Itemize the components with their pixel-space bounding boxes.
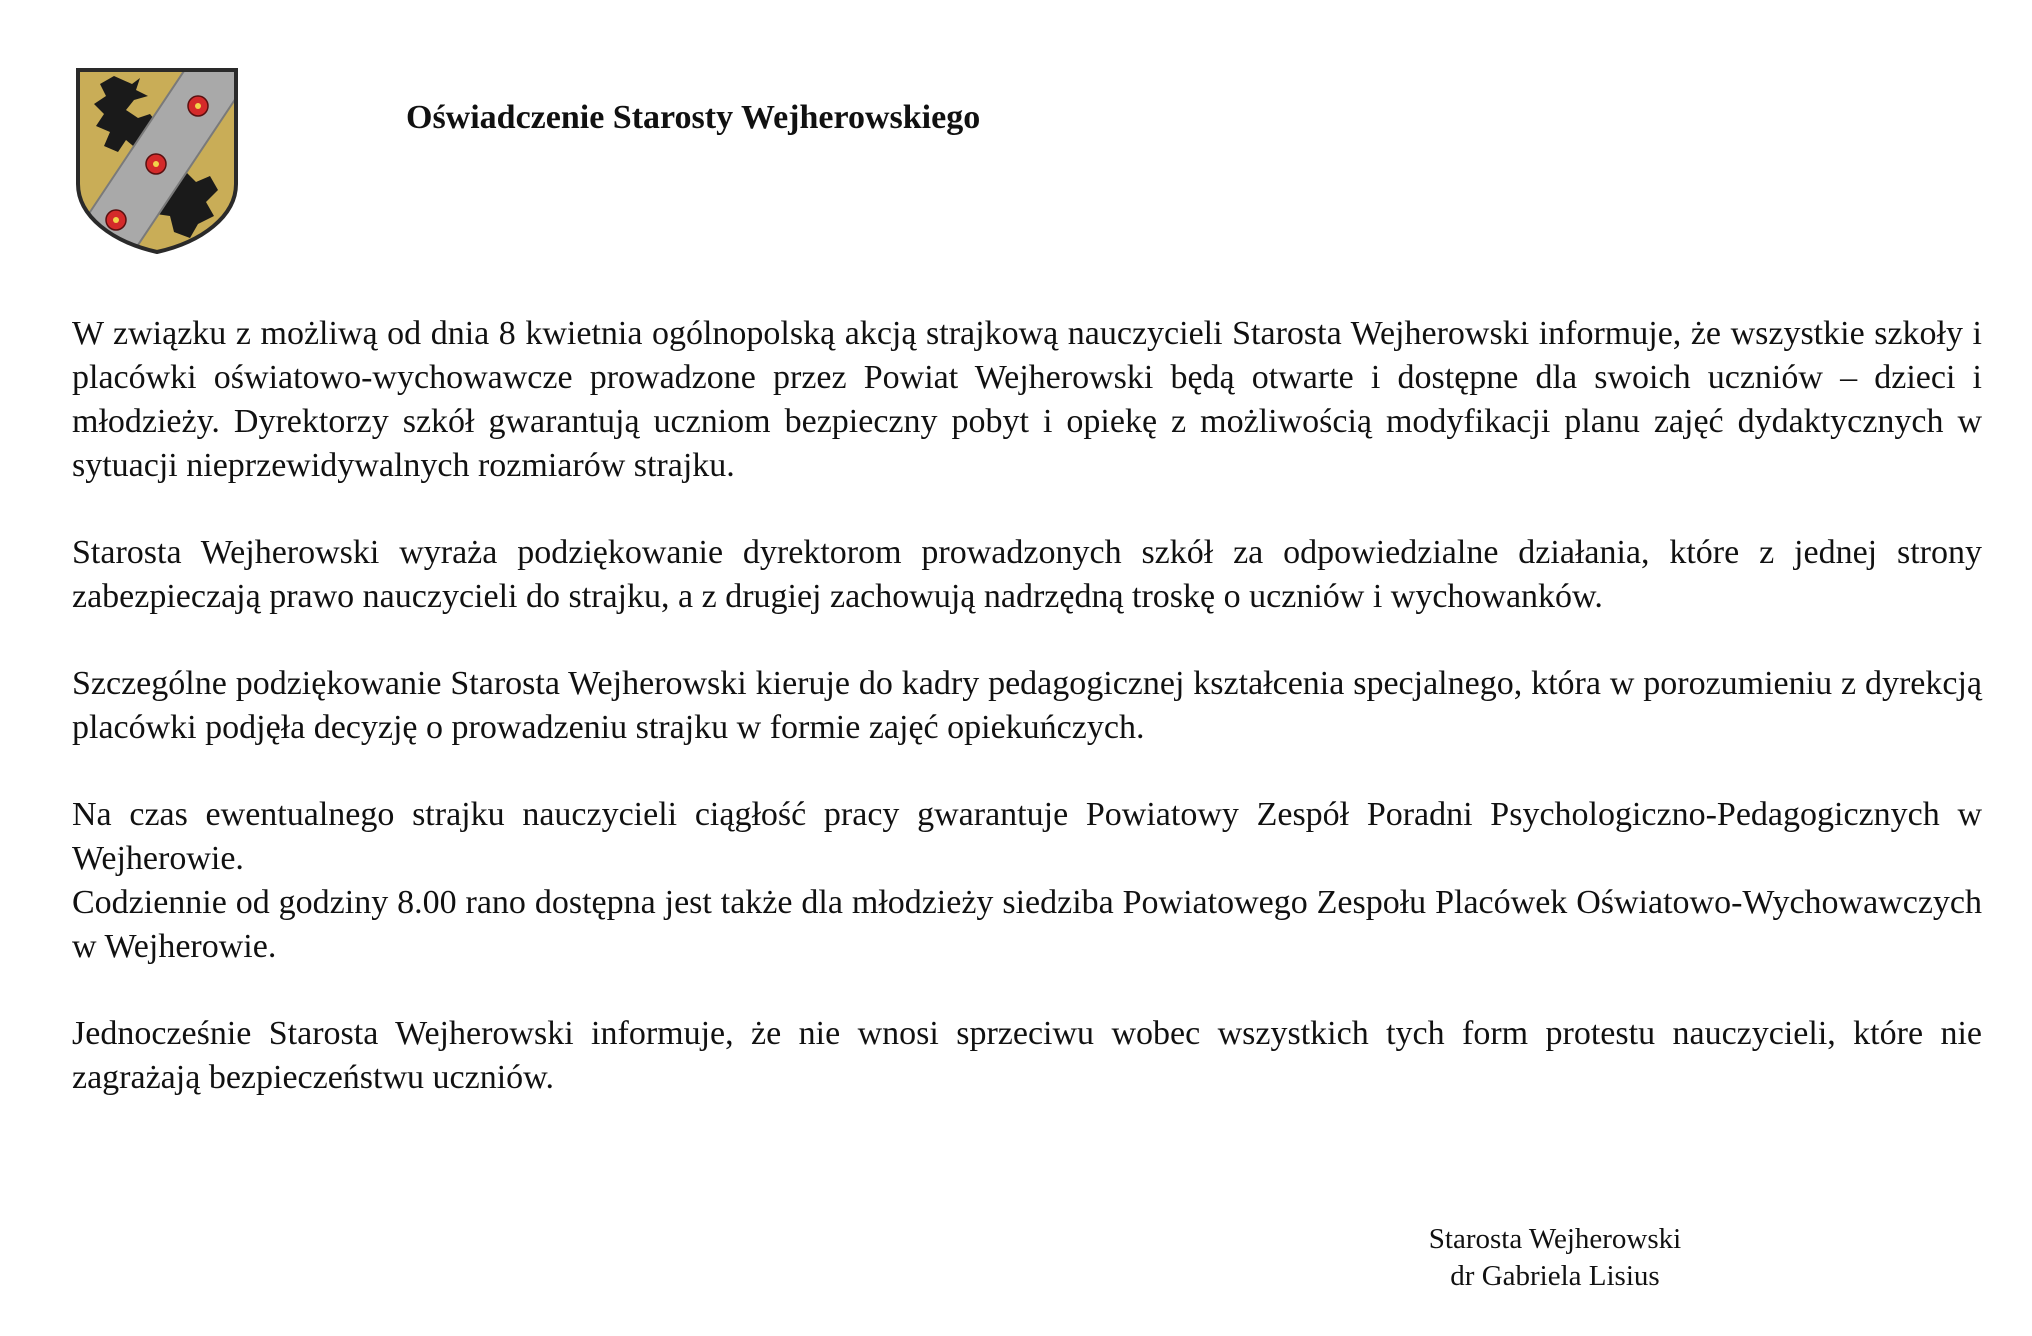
- paragraph-strike-info: W związku z możliwą od dnia 8 kwietnia ogólnopolską akcją strajkową nauczycieli Starosta Wejherowski informuje, że wszystkie szkoły i placówki oświatowo-wychowawcze prowadzone przez Powiat Wejherowski będą otwarte i dostępne dla swoich uczniów – dzieci i młodzieży. Dyrektorzy szkół gwarantują uczniom bezpieczny pobyt i opiekę z możliwością modyfikacji planu zajęć dydaktycznych w sytuacji nieprzewidywalnych rozmiarów strajku.: [72, 315, 1982, 484]
- wejherowo-county-coat-of-arms-icon: [74, 66, 240, 256]
- paragraph-protest-statement: Jednocześnie Starosta Wejherowski informuje, że nie wnosi sprzeciwu wobec wszystkich tych form protestu nauczycieli, które nie zagrażają bezpieczeństwu uczniów.: [72, 1015, 1982, 1096]
- paragraph-thanks-directors: Starosta Wejherowski wyraża podziękowanie dyrektorom prowadzonych szkół za odpowiedzialne działania, które z jednej strony zabezpieczają prawo nauczycieli do strajku, a z drugiej zachowują nadrzędną troskę o uczniów i wychowanków.: [72, 534, 1982, 615]
- paragraph-youth-facility: Codziennie od godziny 8.00 rano dostępna jest także dla młodzieży siedziba Powiatowego Zespołu Placówek Oświatowo-Wychowawczych w Wejherowie.: [72, 884, 1982, 965]
- document-body: [72, 312, 1982, 1143]
- paragraph-thanks-special-education: Szczególne podziękowanie Starosta Wejherowski kieruje do kadry pedagogicznej kształcenia specjalnego, która w porozumieniu z dyrekcją placówki podjęła decyzję o prowadzeniu strajku w formie zajęć opiekuńczych.: [72, 665, 1982, 746]
- signature-name: dr Gabriela Lisius: [1450, 1260, 1660, 1292]
- paragraph-counseling-center: Na czas ewentualnego strajku nauczycieli ciągłość pracy gwarantuje Powiatowy Zespół Poradni Psychologiczno-Pedagogicznych w Wejherowie.: [72, 796, 1982, 877]
- signature-title: Starosta Wejherowski: [1428, 1223, 1682, 1255]
- document-title: Oświadczenie Starosty Wejherowskiego: [406, 99, 981, 136]
- signature-block: [1370, 1221, 1740, 1295]
